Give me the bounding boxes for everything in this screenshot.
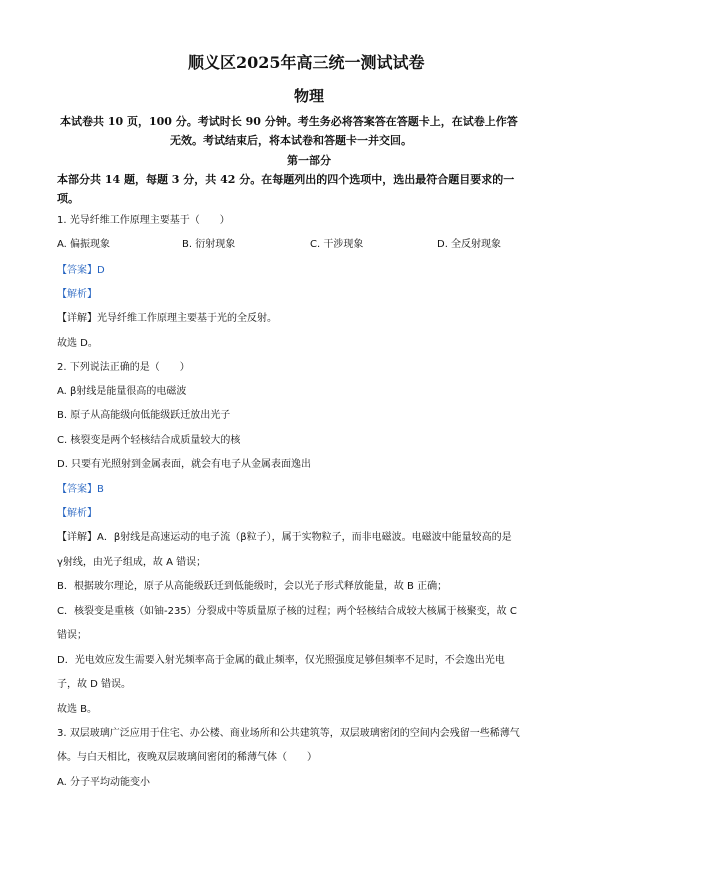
part-description-line-1: 本部分共 14 题，每题 3 分，共 42 分。在每题列出的四个选项中，选出最符合题目要求的一 xyxy=(57,173,515,186)
q2-detail-line-1: 【详解】A．β射线是高速运动的电子流（β粒子），属于实物粒子，而非电磁波。电磁波中能量较高的是 xyxy=(57,532,512,543)
q2-conclusion: 故选 B。 xyxy=(57,704,98,715)
q2-analysis-label: 【解析】 xyxy=(57,508,97,519)
exam-title: 顺义区2025年高三统一测试试卷 xyxy=(188,53,425,72)
q2-detail-line-6: D．光电效应发生需要入射光频率高于金属的截止频率，仅光照强度足够但频率不足时，不会逸出光电 xyxy=(57,655,505,666)
q3-stem-line-2: 体。与白天相比，夜晚双层玻璃间密闭的稀薄气体（ ） xyxy=(57,752,317,763)
q1-detail: 【详解】光导纤维工作原理主要基于光的全反射。 xyxy=(57,313,277,324)
q2-option-c: C. 核裂变是两个轻核结合成质量较大的核 xyxy=(57,435,241,446)
part-heading: 第一部分 xyxy=(287,154,331,167)
q2-option-b: B. 原子从高能级向低能级跃迁放出光子 xyxy=(57,410,231,421)
q2-option-d: D. 只要有光照射到金属表面，就会有电子从金属表面逸出 xyxy=(57,459,312,470)
q2-detail-line-3: B．根据玻尔理论，原子从高能级跃迁到低能级时，会以光子形式释放能量，故 B 正确； xyxy=(57,581,448,592)
subject-title: 物理 xyxy=(294,87,325,105)
q2-option-a: A. β射线是能量很高的电磁波 xyxy=(57,386,187,397)
q3-option-a: A. 分子平均动能变小 xyxy=(57,777,151,788)
q1-analysis-label: 【解析】 xyxy=(57,289,97,300)
instructions-line-2: 无效。考试结束后，将本试卷和答题卡一并交回。 xyxy=(170,134,412,147)
q1-option-b: B. 衍射现象 xyxy=(182,239,236,250)
q2-stem: 2. 下列说法正确的是（ ） xyxy=(57,362,190,373)
q1-option-a: A. 偏振现象 xyxy=(57,239,111,250)
q2-detail-line-2: γ射线，由光子组成，故 A 错误； xyxy=(57,557,207,568)
instructions-line-1: 本试卷共 10 页，100 分。考试时长 90 分钟。考生务必将答案答在答题卡上，在试卷上作答 xyxy=(60,115,518,128)
q2-detail-line-5: 错误； xyxy=(57,630,87,641)
q1-answer: 【答案】D xyxy=(57,265,105,276)
q1-stem: 1. 光导纤维工作原理主要基于（ ） xyxy=(57,215,230,226)
q2-answer: 【答案】B xyxy=(57,484,104,495)
q1-option-d: D. 全反射现象 xyxy=(437,239,502,250)
q3-stem-line-1: 3. 双层玻璃广泛应用于住宅、办公楼、商业场所和公共建筑等，双层玻璃密闭的空间内会残留一些稀薄气 xyxy=(57,728,520,739)
q2-detail-line-7: 子，故 D 错误。 xyxy=(57,679,132,690)
q1-conclusion: 故选 D。 xyxy=(57,338,98,349)
part-description-line-2: 项。 xyxy=(57,192,79,205)
q1-option-c: C. 干涉现象 xyxy=(310,239,364,250)
q2-detail-line-4: C．核裂变是重核（如铀-235）分裂成中等质量原子核的过程；两个轻核结合成较大核属于核聚变，故 C xyxy=(57,606,517,617)
